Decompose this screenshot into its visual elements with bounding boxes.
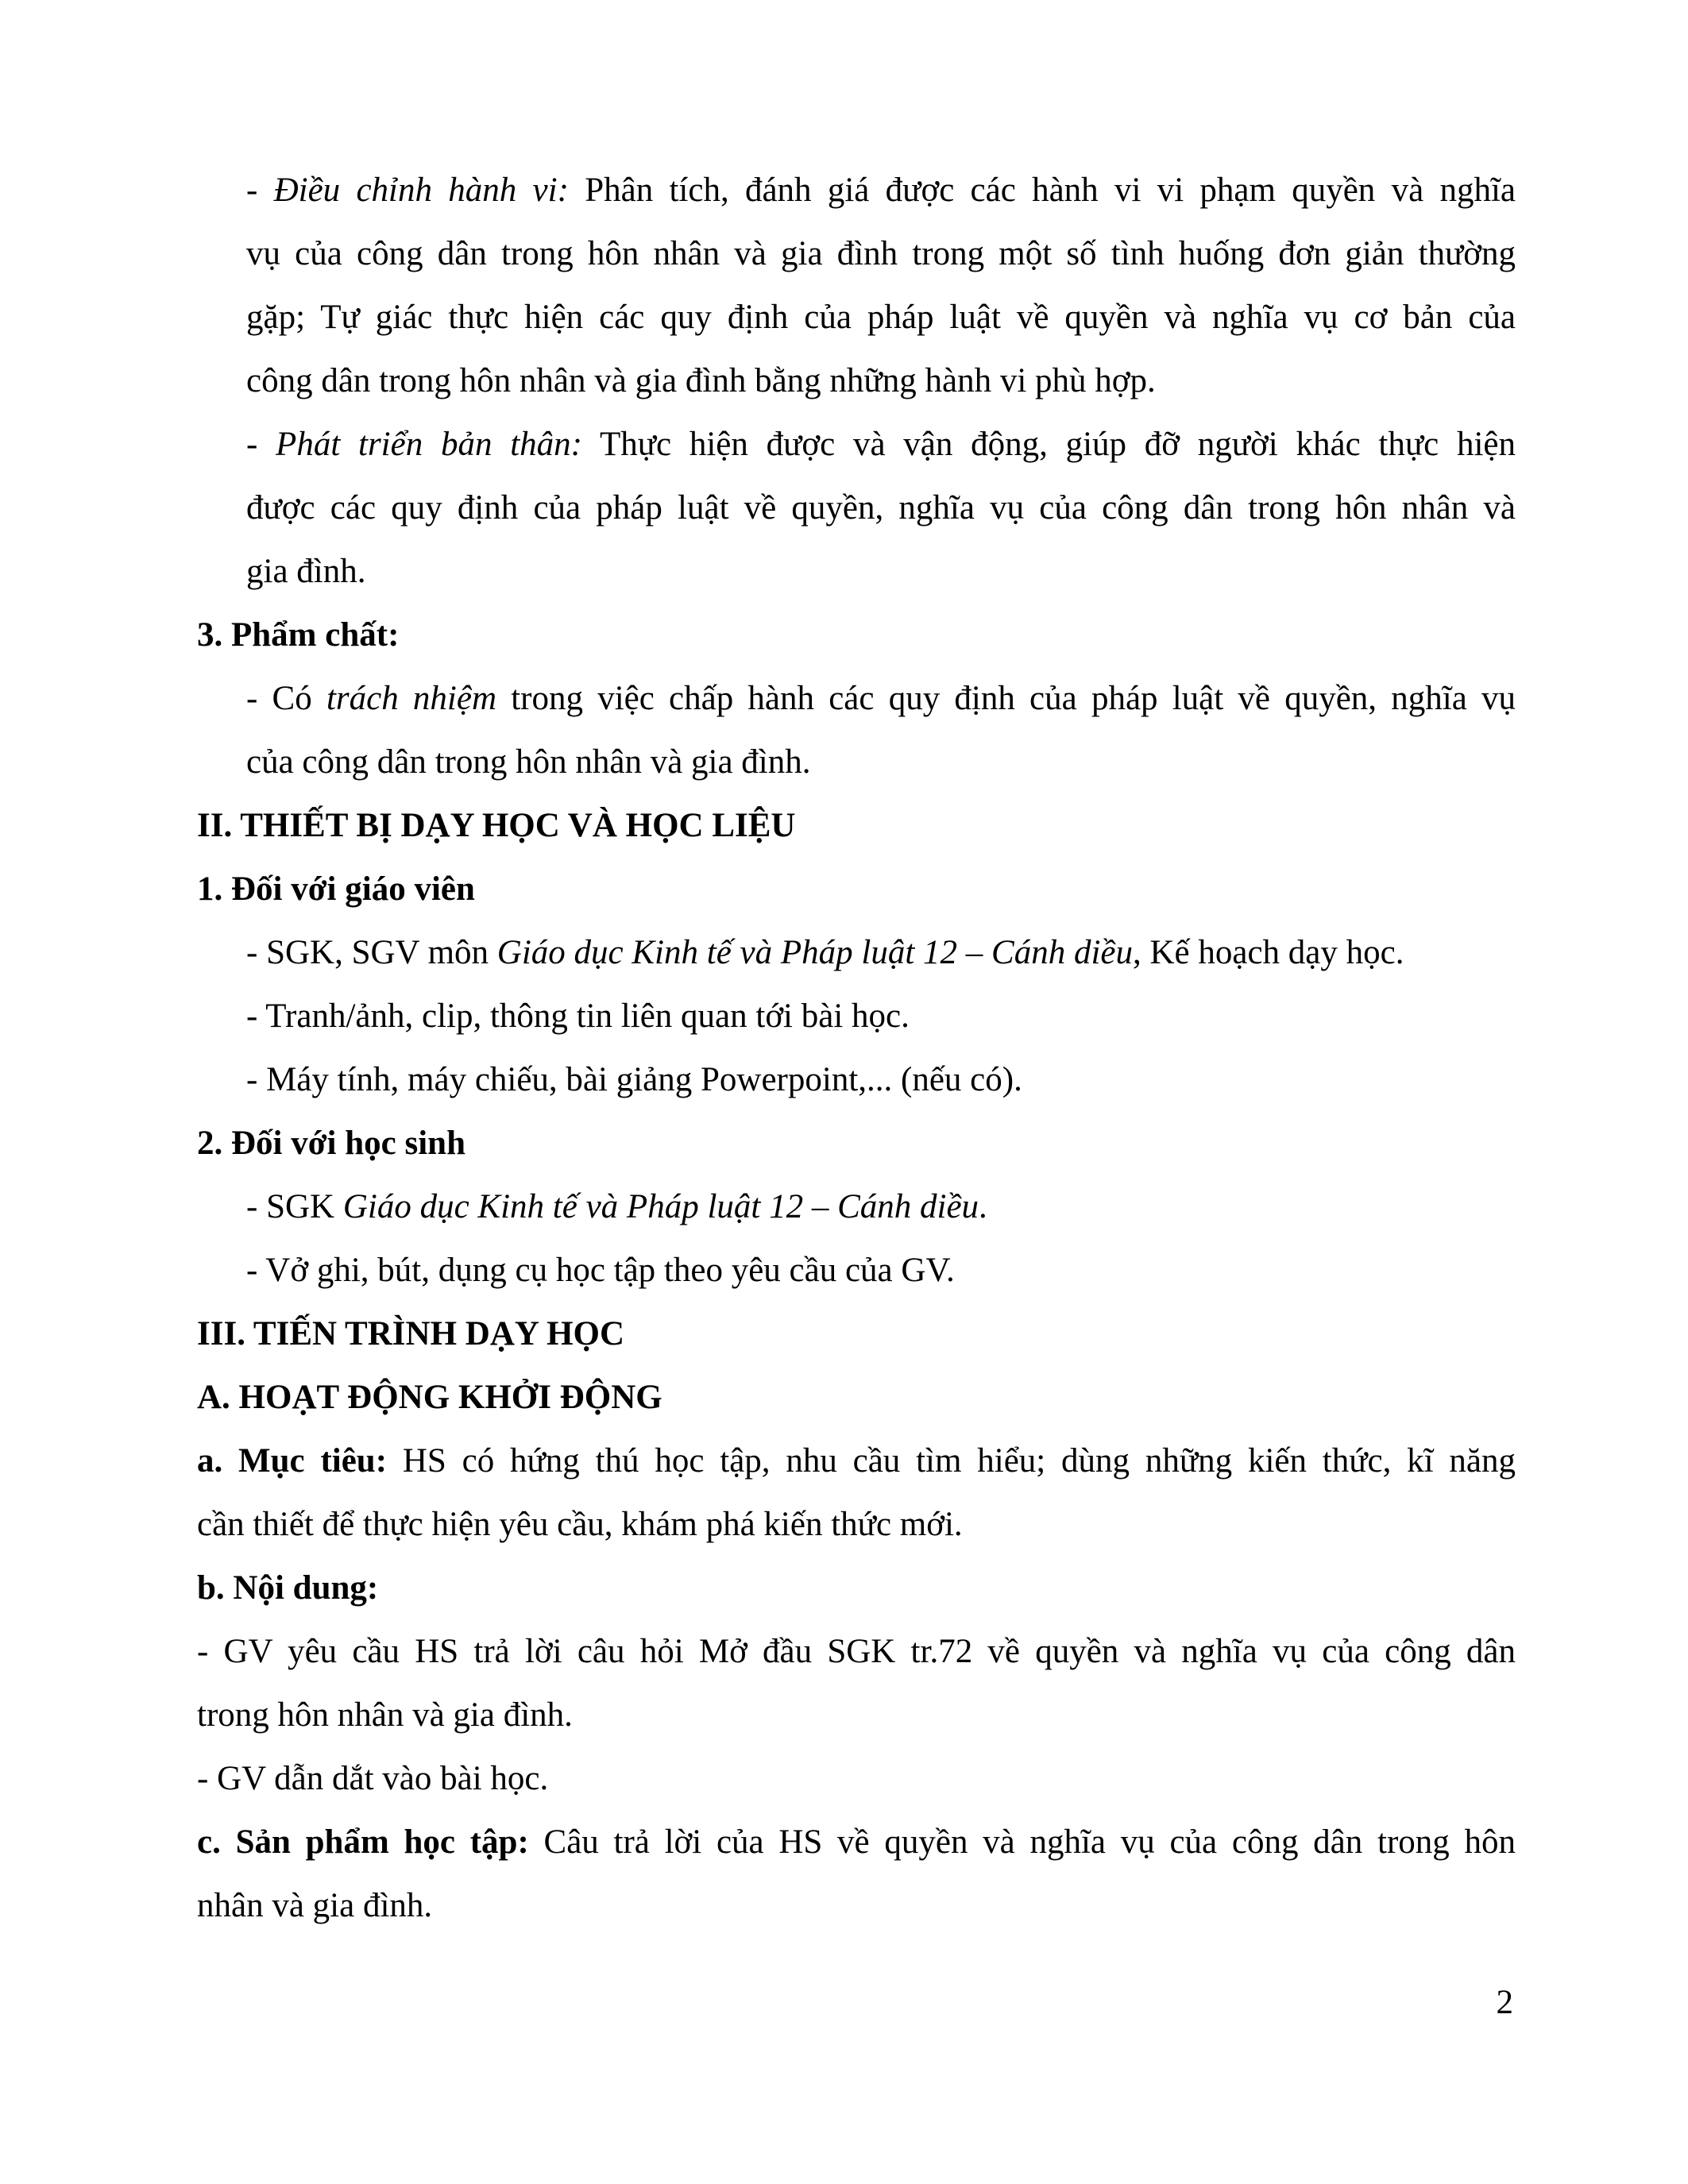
tien-trinh-heading: III. TIẾN TRÌNH DẠY HỌC (197, 1315, 625, 1352)
pham-chat-italic: trách nhiệm (326, 680, 497, 717)
hoc-sinh-item-2: - Vở ghi, bút, dụng cụ học tập theo yêu cầu của GV. (246, 1252, 955, 1289)
pham-chat-rest: trong việc chấp hành các quy định của pháp luật về quyền, nghĩa vụ (511, 680, 1516, 717)
page-number: 2 (1496, 1984, 1513, 2021)
san-pham-line-1 (197, 1811, 1516, 1874)
pham-chat-prefix: - Có (246, 680, 312, 717)
muc-tieu-label: a. Mục tiêu: (197, 1442, 388, 1480)
khoi-dong-heading: A. HOẠT ĐỘNG KHỞI ĐỘNG (197, 1379, 662, 1416)
phat-trien-line-2: được các quy định của pháp luật về quyền, nghĩa vụ của công dân trong hôn nhân và (246, 489, 1516, 527)
giao-vien-item-1-suffix: , Kế hoạch dạy học. (1132, 934, 1404, 971)
phat-trien-label: - Phát triển bản thân: (246, 426, 582, 463)
phat-trien-text-1: Thực hiện được và vận động, giúp đỡ người khác thực hiện (599, 426, 1516, 463)
hoc-sinh-item-1-prefix: - SGK (246, 1188, 335, 1225)
pham-chat-line-1 (197, 667, 1516, 731)
giao-vien-item-1-prefix: - SGK, SGV môn (246, 934, 489, 971)
muc-tieu-line-1 (197, 1430, 1516, 1493)
noi-dung-label: b. Nội dung: (197, 1569, 379, 1607)
giao-vien-item-1 (197, 921, 1516, 985)
pham-chat-heading: 3. Phẩm chất: (197, 616, 400, 654)
giao-vien-heading: 1. Đối với giáo viên (197, 870, 475, 908)
document-body (197, 159, 1516, 1938)
san-pham-label: c. Sản phẩm học tập: (197, 1823, 529, 1861)
phat-trien-line-1 (197, 413, 1516, 477)
dieu-chinh-line-2: vụ của công dân trong hôn nhân và gia đình trong một số tình huống đơn giản thường (246, 235, 1516, 272)
muc-tieu-text-1: HS có hứng thú học tập, nhu cầu tìm hiểu; dùng những kiến thức, kĩ năng (402, 1442, 1516, 1480)
dieu-chinh-line-4: công dân trong hôn nhân và gia đình bằng những hành vi phù hợp. (246, 362, 1156, 399)
giao-vien-item-3: - Máy tính, máy chiếu, bài giảng Powerpoint,... (nếu có). (246, 1061, 1022, 1098)
hoc-sinh-item-1-suffix: . (979, 1188, 987, 1225)
san-pham-line-2: nhân và gia đình. (197, 1887, 433, 1924)
hoc-sinh-item-1-italic: Giáo dục Kinh tế và Pháp luật 12 – Cánh diều (342, 1188, 979, 1225)
phat-trien-line-3: gia đình. (246, 553, 366, 590)
muc-tieu-line-2: cần thiết để thực hiện yêu cầu, khám phá kiến thức mới. (197, 1506, 963, 1543)
san-pham-text-1: Câu trả lời của HS về quyền và nghĩa vụ của công dân trong hôn (543, 1823, 1516, 1861)
pham-chat-line-2: của công dân trong hôn nhân và gia đình. (246, 743, 811, 781)
giao-vien-item-1-italic: Giáo dục Kinh tế và Pháp luật 12 – Cánh diều (496, 934, 1133, 971)
dieu-chinh-line-1 (197, 159, 1516, 222)
hoc-sinh-heading: 2. Đối với học sinh (197, 1125, 466, 1162)
noi-dung-item-1-line-1: - GV yêu cầu HS trả lời câu hỏi Mở đầu SGK tr.72 về quyền và nghĩa vụ của công dân (197, 1633, 1516, 1670)
giao-vien-item-2: - Tranh/ảnh, clip, thông tin liên quan tới bài học. (246, 997, 910, 1035)
dieu-chinh-text-1: Phân tích, đánh giá được các hành vi vi phạm quyền và nghĩa (585, 172, 1516, 209)
dieu-chinh-label: - Điều chỉnh hành vi: (246, 172, 569, 209)
noi-dung-item-1-line-2: trong hôn nhân và gia đình. (197, 1696, 573, 1734)
thiet-bi-heading: II. THIẾT BỊ DẠY HỌC VÀ HỌC LIỆU (197, 807, 796, 844)
hoc-sinh-item-1 (197, 1175, 1516, 1239)
dieu-chinh-line-3: gặp; Tự giác thực hiện các quy định của pháp luật về quyền và nghĩa vụ cơ bản của (246, 299, 1516, 336)
noi-dung-item-2: - GV dẫn dắt vào bài học. (197, 1760, 549, 1797)
